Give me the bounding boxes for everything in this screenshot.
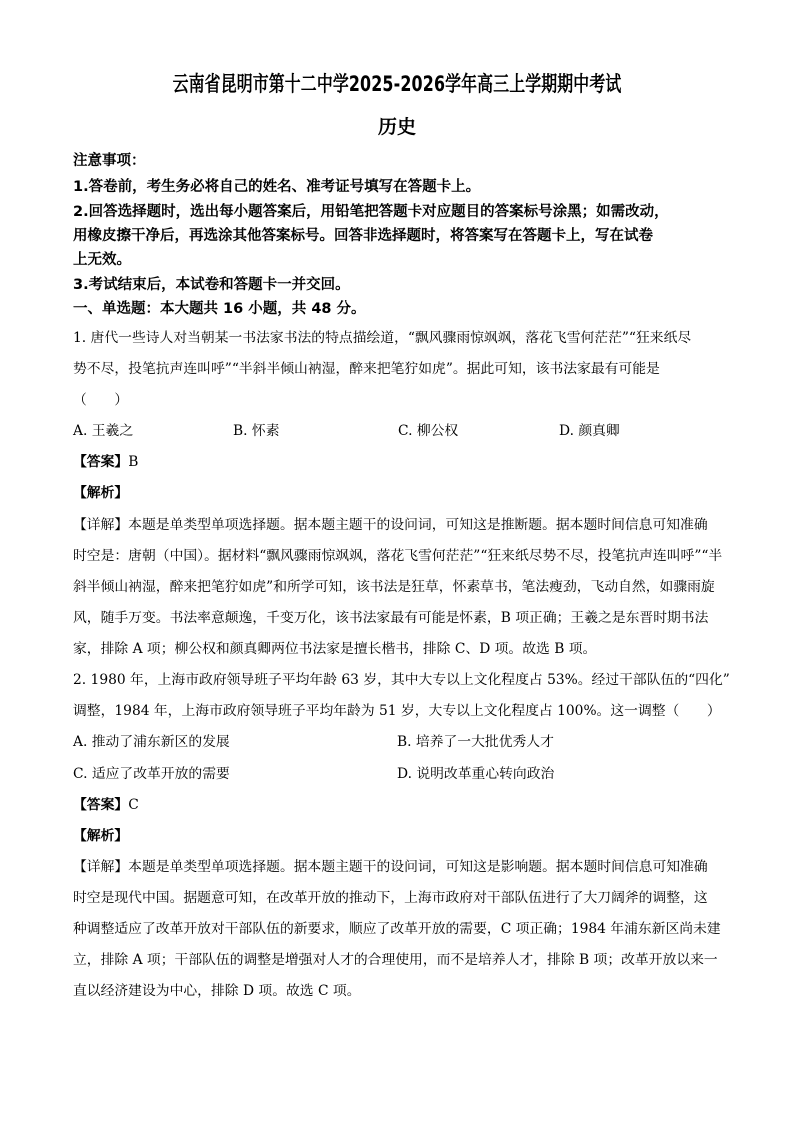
- answer-value: C: [128, 797, 139, 813]
- notice-line: 上无效。: [73, 252, 131, 268]
- question-1-detail: 家，排除 A 项；柳公权和颜真卿两位书法家是擅长楷书，排除 C、D 项。故选 B 项。: [73, 641, 597, 657]
- answer-label: 【答案】: [73, 454, 129, 470]
- notice-line: 用橡皮擦干净后，再选涂其他答案标号。回答非选择题时，将答案写在答题卡上，写在试卷: [73, 228, 653, 244]
- question-1-option-c: C. 柳公权: [398, 423, 459, 439]
- notice-line: 1.答卷前，考生务必将自己的姓名、准考证号填写在答题卡上。: [73, 179, 481, 195]
- notice-line: 2.回答选择题时，选出每小题答案后，用铅笔把答题卡对应题目的答案标号涂黑；如需改动，: [73, 204, 669, 220]
- question-1-option-b: B. 怀素: [233, 423, 280, 439]
- question-2-detail: 直以经济建设为中心，排除 D 项。故选 C 项。: [73, 983, 361, 999]
- question-1-detail: 【详解】本题是单类型单项选择题。据本题主题干的设问词，可知这是推断题。据本题时间信息可知准确: [73, 517, 708, 533]
- question-1-stem: 1. 唐代一些诗人对当朝某一书法家书法的特点描绘道，“飘风骤雨惊飒飒，落花飞雪何茫茫”“狂来纸尽: [73, 330, 692, 346]
- question-2-detail: 种调整适应了改革开放对干部队伍的新要求，顺应了改革开放的需要，C 项正确；1984 年浦东新区尚未建: [73, 921, 721, 937]
- question-2-analysis-label: 【解析】: [73, 828, 129, 844]
- question-2-option-d: D. 说明改革重心转向政治: [397, 766, 555, 782]
- notice-line: 3.考试结束后，本试卷和答题卡一并交回。: [73, 277, 350, 293]
- question-1-stem: （ ）: [73, 392, 129, 408]
- question-2-stem: 2. 1980 年，上海市政府领导班子平均年龄 63 岁，其中大专以上文化程度占 53%。经过干部队伍的“四化”: [73, 672, 730, 688]
- answer-label: 【答案】: [73, 797, 129, 813]
- question-1-answer: [73, 450, 138, 470]
- exam-title: 云南省昆明市第十二中学2025-2026学年高三上学期期中考试: [172, 72, 622, 96]
- question-2-detail: 【详解】本题是单类型单项选择题。据本题主题干的设问词，可知这是影响题。据本题时间信息可知准确: [73, 859, 708, 875]
- question-1-option-a: A. 王羲之: [73, 423, 134, 439]
- question-2-option-c: C. 适应了改革开放的需要: [73, 766, 230, 782]
- subject-title: 历史: [377, 116, 416, 138]
- question-2-option-b: B. 培养了一大批优秀人才: [397, 734, 554, 750]
- question-1-detail: 斜半倾山衲湿，醉来把笔狞如虎”和所学可知，该书法是狂草，怀素草书，笔法瘦劲，飞动自然，如骤雨旋: [73, 579, 715, 595]
- question-2-option-a: A. 推动了浦东新区的发展: [73, 734, 230, 750]
- question-1-analysis-label: 【解析】: [73, 485, 129, 501]
- question-1-detail: 时空是：唐朝（中国）。据材料“飘风骤雨惊飒飒，落花飞雪何茫茫”“狂来纸尽势不尽，投笔抗声连叫呼”“半: [73, 548, 723, 564]
- answer-value: B: [128, 454, 139, 470]
- question-2-detail: 时空是现代中国。据题意可知，在改革开放的推动下，上海市政府对干部队伍进行了大刀阔斧的调整，这: [73, 890, 708, 906]
- question-1-detail: 风，随手万变。书法率意颠逸，千变万化，该书法家最有可能是怀素，B 项正确；王羲之是东晋时期书法: [73, 610, 709, 626]
- question-2-stem: 调整，1984 年，上海市政府领导班子平均年龄为 51 岁，大专以上文化程度占 100%。这一调整（ ）: [73, 703, 721, 719]
- question-2-detail: 立，排除 A 项；干部队伍的调整是增强对人才的合理使用，而不是培养人才，排除 B 项；改革开放以来一: [73, 952, 718, 968]
- question-2-answer: [73, 793, 139, 813]
- question-1-option-d: D. 颜真卿: [559, 423, 620, 439]
- notice-heading: 注意事项：: [73, 153, 146, 169]
- question-1-stem: 势不尽，投笔抗声连叫呼”“半斜半倾山衲湿，醉来把笔狞如虎”。据此可知，该书法家最有可能是: [73, 361, 660, 377]
- section-heading: 一、单选题：本大题共 16 小题，共 48 分。: [73, 301, 366, 317]
